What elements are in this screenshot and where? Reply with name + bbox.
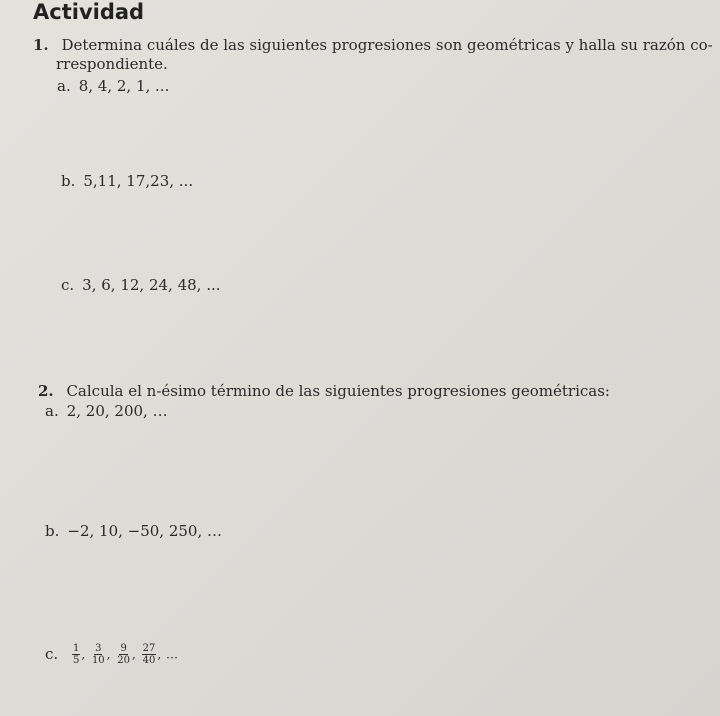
item-letter: b. — [45, 522, 60, 540]
item-sequence: 5,11, 17,23, ... — [83, 172, 194, 190]
question-1-text-line1: Determina cuáles de las siguientes progresiones son geométricas y halla su razón co- — [61, 36, 713, 54]
item-sequence: 8, 4, 2, 1, ... — [78, 77, 170, 95]
question-2-text: Calcula el n-ésimo término de las siguientes progresiones geométricas: — [66, 382, 610, 400]
item-letter: c. — [61, 276, 75, 294]
question-1-number: 1. — [33, 36, 49, 54]
question-1-item-c — [61, 276, 221, 294]
item-letter: b. — [61, 172, 76, 190]
item-letter: c. — [45, 644, 59, 663]
item-letter: a. — [45, 402, 59, 420]
question-2-number: 2. — [38, 382, 54, 400]
question-2-item-c: c. $\frac{1}{5}$ , $\frac{3}{10}$ , $\frac{9}{20}$ , $\frac{27}{40}$ , … — [45, 643, 178, 666]
fraction: $\frac{9}{20}$ — [117, 643, 131, 666]
item-sequence: 2, 20, 200, … — [66, 402, 168, 420]
question-2-item-a — [45, 402, 168, 420]
question-1-item-a — [57, 77, 169, 95]
item-letter: a. — [57, 77, 71, 95]
question-1-line-1 — [33, 36, 713, 54]
fraction: $\frac{3}{10}$ — [91, 643, 105, 666]
item-sequence: −2, 10, −50, 250, … — [67, 522, 223, 540]
fraction: $\frac{1}{5}$ — [72, 643, 80, 666]
question-2-item-b — [45, 522, 222, 540]
page-title: Actividad — [33, 0, 145, 24]
item-sequence: 3, 6, 12, 24, 48, ... — [82, 276, 221, 294]
fraction: $\frac{27}{40}$ — [142, 643, 156, 666]
question-1-item-b — [61, 172, 193, 190]
question-1-text-line2: rrespondiente. — [56, 55, 168, 73]
question-1-line-2 — [56, 55, 168, 73]
question-2-line — [38, 382, 610, 400]
ellipsis: … — [165, 647, 178, 662]
